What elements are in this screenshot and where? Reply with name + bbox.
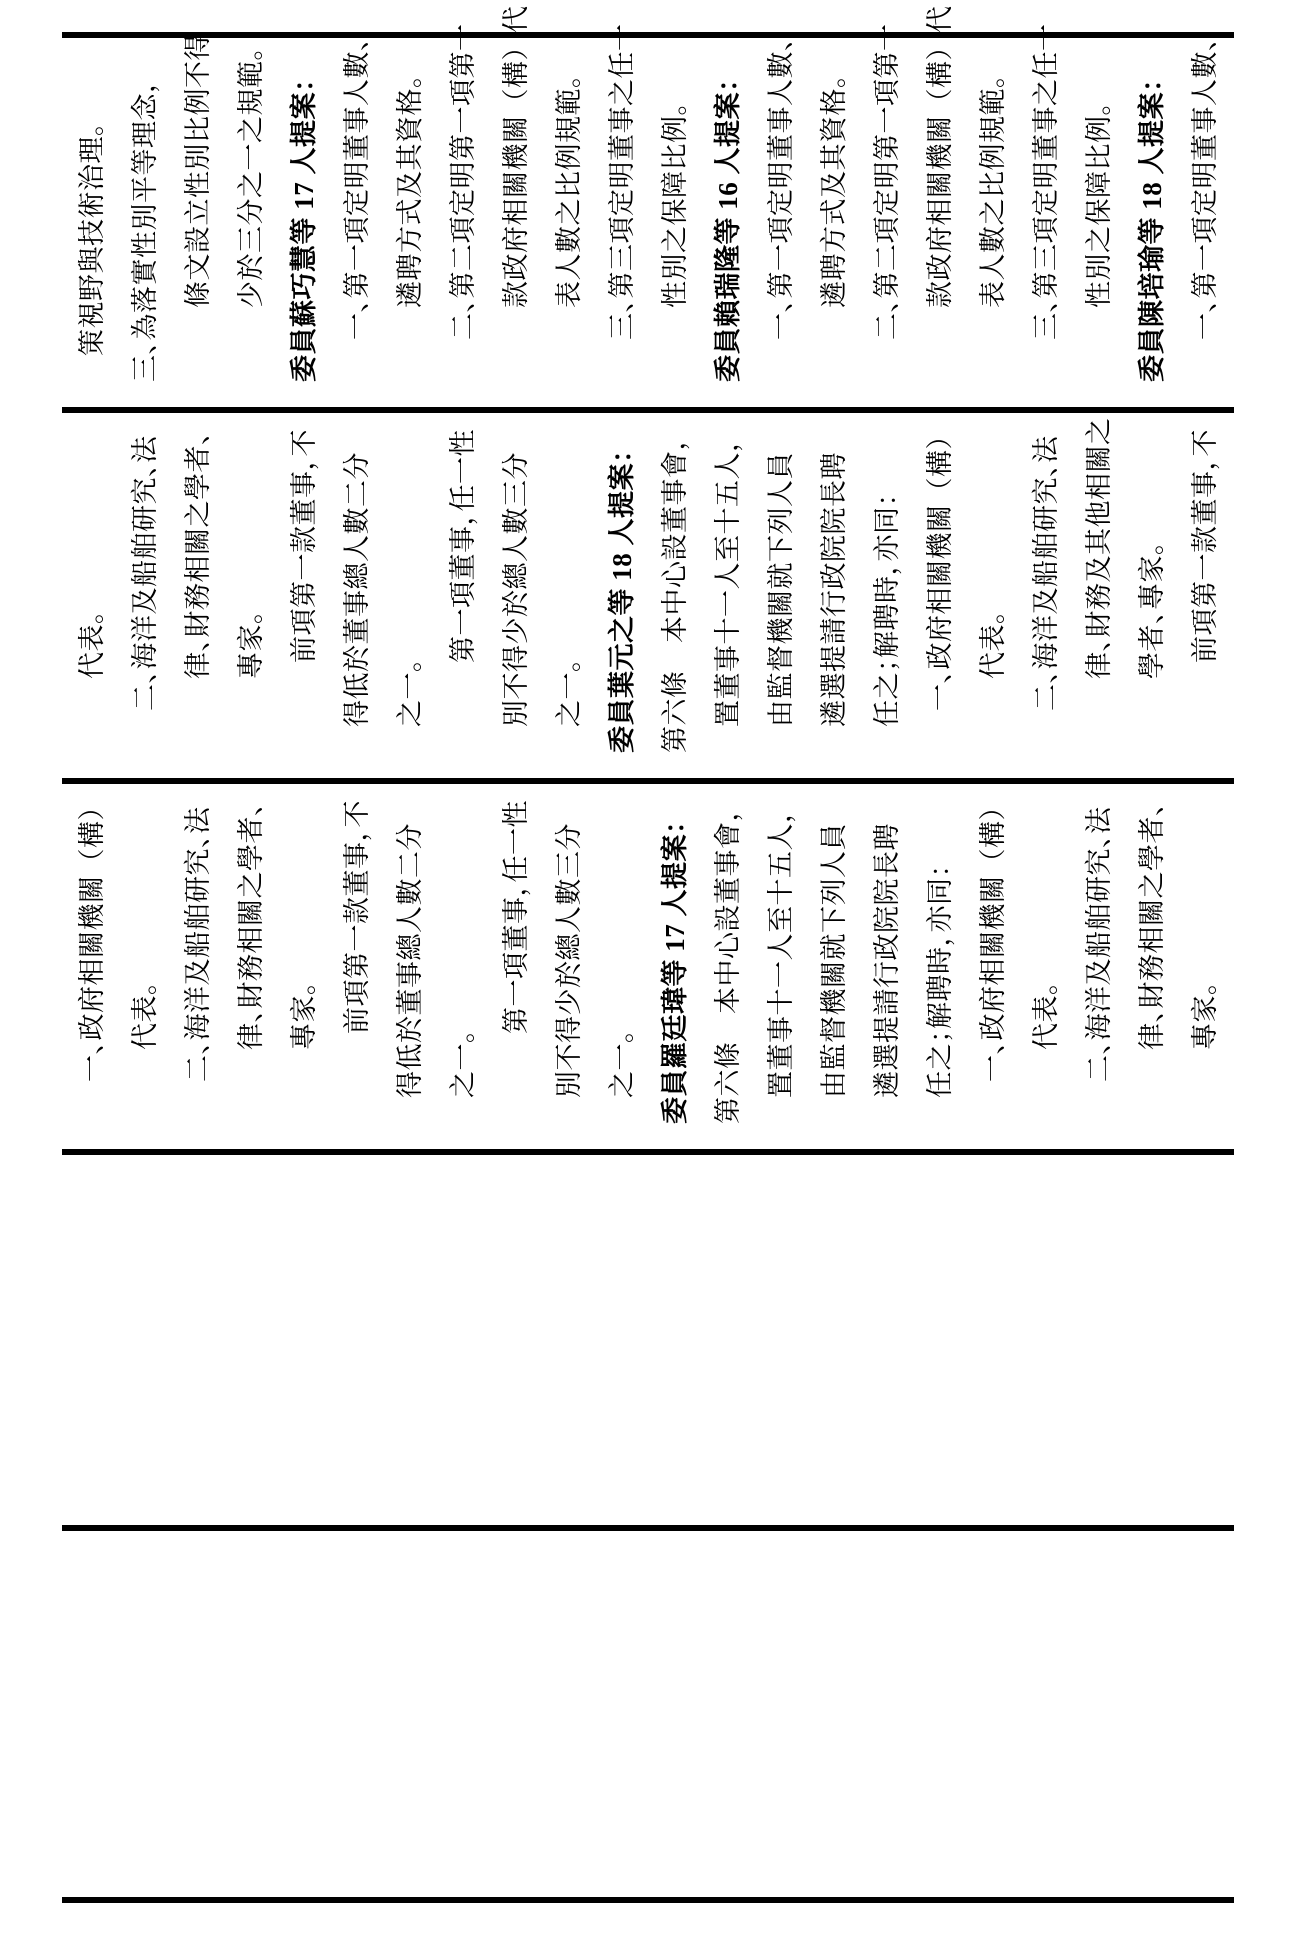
text-line: 表人數之比例規範。	[554, 74, 584, 308]
proposal-heading-line: 委員羅廷瑋等 17 人提案：	[660, 820, 690, 1124]
text-line: 由監督機關就下列人員	[819, 823, 849, 1098]
text-line: 一、政府相關機關（構）	[77, 793, 107, 1082]
text-line: 遴選提請行政院院長聘	[872, 823, 902, 1098]
text-line: 由監督機關就下列人員	[766, 452, 796, 727]
text-line: 專家。	[236, 610, 266, 679]
text-line: 一、第一項定明董事人數、	[1190, 37, 1220, 340]
text-line: 代表。	[77, 610, 107, 679]
table-cell-band-2	[62, 413, 1234, 778]
table-cell-band-4-empty	[62, 1155, 1234, 1525]
text-line: 二、海洋及船舶研究、法	[130, 435, 160, 711]
text-line: 性別之保障比例。	[660, 101, 690, 308]
text-line: 代表。	[1031, 981, 1061, 1050]
text-line: 第六條 本中心設董事會，	[713, 807, 743, 1124]
text-line: 二、海洋及船舶研究、法	[1084, 806, 1114, 1082]
text-line: 一、第一項定明董事人數、	[766, 37, 796, 340]
text-line: 學者、專家。	[1137, 541, 1167, 679]
text-line: 遴聘方式及其資格。	[395, 74, 425, 308]
text-line: 表人數之比例規範。	[978, 74, 1008, 308]
proposal-heading-line: 委員陳培瑜等 18 人提案：	[1137, 78, 1167, 382]
proposal-heading-line: 委員蘇巧慧等 17 人提案：	[289, 78, 319, 382]
proposal-heading-line: 委員賴瑞隆等 16 人提案：	[713, 78, 743, 382]
text-line: 遴選提請行政院院長聘	[819, 452, 849, 727]
table-cell-band-1	[62, 5, 1234, 407]
text-line: 代表。	[130, 981, 160, 1050]
text-line: 置董事十一人至十五人，	[713, 438, 743, 727]
text-line: 少於三分之一之規範。	[236, 46, 266, 308]
text-line: 之一。	[607, 1029, 637, 1098]
text-line: 專家。	[289, 981, 319, 1050]
text-line: 別不得少於總人數三分	[554, 823, 584, 1098]
text-line: 款政府相關機關（構）代	[501, 5, 531, 308]
text-line: 之一。	[395, 658, 425, 727]
text-line: 二、海洋及船舶研究、法	[183, 806, 213, 1082]
text-line: 律、財務及其他相關之	[1084, 417, 1114, 679]
text-line: 置董事十一人至十五人，	[766, 809, 796, 1098]
text-line: 三、第三項定明董事之任一	[1031, 23, 1061, 340]
text-line: 二、海洋及船舶研究、法	[1031, 435, 1061, 711]
text-line: 律、財務相關之學者、	[183, 431, 213, 679]
text-line: 代表。	[978, 610, 1008, 679]
text-line: 三、為落實性別平等理念，	[130, 79, 160, 382]
text-line: 得低於董事總人數二分	[395, 823, 425, 1098]
table-rule	[62, 1897, 1234, 1903]
text-line: 得低於董事總人數二分	[342, 452, 372, 727]
text-line: 前項第一款董事，不	[1190, 429, 1220, 663]
text-line: 第一項董事，任一性	[501, 800, 531, 1034]
text-line: 別不得少於總人數三分	[501, 452, 531, 727]
text-line: 第一項董事，任一性	[448, 429, 478, 663]
text-line: 任之；解聘時，亦同：	[872, 492, 902, 727]
text-line: 款政府相關機關（構）代	[925, 5, 955, 308]
table-cell-band-5-empty	[62, 1531, 1234, 1897]
text-line: 任之；解聘時，亦同：	[925, 863, 955, 1098]
text-line: 律、財務相關之學者、	[1137, 802, 1167, 1050]
text-line: 性別之保障比例。	[1084, 101, 1114, 308]
text-line: 之一。	[448, 1029, 478, 1098]
proposal-heading-line: 委員葉元之等 18 人提案：	[607, 449, 637, 753]
text-line: 遴聘方式及其資格。	[819, 74, 849, 308]
text-line: 二、第二項定明第一項第一	[448, 23, 478, 340]
text-line: 前項第一款董事，不	[342, 800, 372, 1034]
text-line: 之一。	[554, 658, 584, 727]
table-cell-band-3	[62, 784, 1234, 1149]
text-line: 一、政府相關機關（構）	[978, 793, 1008, 1082]
text-line: 一、第一項定明董事人數、	[342, 37, 372, 340]
text-line: 二、第二項定明第一項第一	[872, 23, 902, 340]
text-line: 三、第三項定明董事之任一	[607, 23, 637, 340]
text-line: 第六條 本中心設董事會，	[660, 436, 690, 753]
text-line: 前項第一款董事，不	[289, 429, 319, 663]
text-line: 條文設立性別比例不得	[183, 33, 213, 308]
text-line: 律、財務相關之學者、	[236, 802, 266, 1050]
text-line: 一、政府相關機關（構）	[925, 422, 955, 711]
text-line: 策視野與技術治理。	[77, 122, 107, 356]
text-line: 專家。	[1190, 981, 1220, 1050]
